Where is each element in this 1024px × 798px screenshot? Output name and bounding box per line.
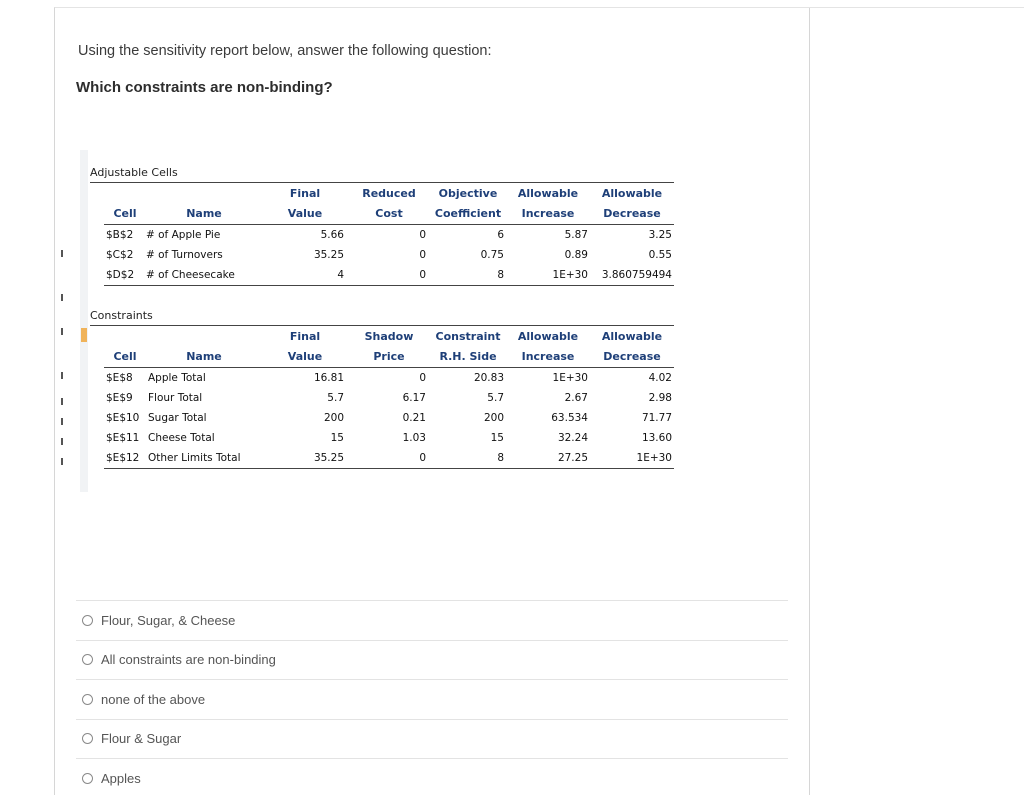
- con-row-5-name: Other Limits Total: [148, 452, 241, 464]
- adj-row-1-cell: $B$2: [106, 229, 134, 241]
- con-hdr-name: Name: [186, 350, 222, 363]
- adj-hdr-reduced-2: Cost: [375, 207, 403, 220]
- option-none-of-the-above[interactable]: [76, 679, 788, 719]
- con-row-1-final: 16.81: [313, 372, 344, 384]
- con-row-1-decrease: 4.02: [648, 372, 672, 384]
- con-row-2-shadow: 6.17: [402, 392, 426, 404]
- adj-row-2-final: 35.25: [313, 249, 344, 261]
- question-intro: Using the sensitivity report below, answer the following question:: [78, 43, 492, 59]
- con-hdr-shadow-2: Price: [373, 350, 405, 363]
- radio-icon[interactable]: [82, 615, 93, 626]
- adj-row-2-objective: 0.75: [480, 249, 504, 261]
- con-row-5-increase: 27.25: [557, 452, 588, 464]
- top-divider: [808, 7, 1024, 8]
- adj-hdr-final-1: Final: [289, 187, 321, 200]
- adj-row-2-reduced: 0: [419, 249, 426, 261]
- report-edge-ticks: [61, 250, 64, 470]
- con-row-3-rhs: 200: [483, 412, 504, 424]
- con-hdr-cell: Cell: [113, 350, 137, 363]
- con-row-1-name: Apple Total: [148, 372, 206, 384]
- adj-hdr-decrease-2: Decrease: [603, 207, 661, 220]
- con-row-2-final: 5.7: [327, 392, 344, 404]
- con-row-3-shadow: 0.21: [402, 412, 426, 424]
- adj-hdr-increase-2: Increase: [521, 207, 575, 220]
- adj-hdr-decrease-1: Allowable: [601, 187, 663, 200]
- con-row-3-increase: 63.534: [551, 412, 588, 424]
- con-row-2-rhs: 5.7: [487, 392, 504, 404]
- con-row-2-cell: $E$9: [106, 392, 133, 404]
- option-flour-sugar[interactable]: [76, 719, 788, 759]
- constraints-title: Constraints: [90, 309, 153, 322]
- adj-hdr-objective-1: Objective: [438, 187, 498, 200]
- con-hdr-rhs-1: Constraint: [435, 330, 501, 343]
- option-label: All constraints are non-binding: [101, 652, 276, 668]
- question-prompt: Which constraints are non-binding?: [76, 79, 333, 96]
- con-row-5-decrease: 1E+30: [636, 452, 672, 464]
- adjustable-bottom-rule: [104, 285, 674, 286]
- con-hdr-decrease-2: Decrease: [603, 350, 661, 363]
- con-row-3-final: 200: [323, 412, 344, 424]
- option-label: Flour & Sugar: [101, 731, 182, 747]
- con-row-5-final: 35.25: [313, 452, 344, 464]
- adj-row-1-name: # of Apple Pie: [146, 229, 221, 241]
- adj-row-2-decrease: 0.55: [648, 249, 672, 261]
- adj-row-3-reduced: 0: [419, 269, 426, 281]
- con-row-4-decrease: 13.60: [641, 432, 672, 444]
- con-row-3-name: Sugar Total: [148, 412, 207, 424]
- con-row-5-cell: $E$12: [106, 452, 140, 464]
- con-hdr-final-1: Final: [289, 330, 321, 343]
- con-row-4-cell: $E$11: [106, 432, 140, 444]
- con-row-3-cell: $E$10: [106, 412, 140, 424]
- adj-row-1-increase: 5.87: [564, 229, 588, 241]
- con-row-1-rhs: 20.83: [473, 372, 504, 384]
- adj-row-2-cell: $C$2: [106, 249, 134, 261]
- adj-row-3-objective: 8: [497, 269, 504, 281]
- adj-hdr-cell: Cell: [113, 207, 137, 220]
- con-row-5-shadow: 0: [419, 452, 426, 464]
- adj-hdr-increase-1: Allowable: [517, 187, 579, 200]
- radio-icon[interactable]: [82, 773, 93, 784]
- constraints-top-rule: [90, 325, 674, 326]
- con-row-2-name: Flour Total: [148, 392, 203, 404]
- adj-hdr-final-2: Value: [287, 207, 323, 220]
- report-gutter: [80, 150, 88, 492]
- con-row-1-increase: 1E+30: [552, 372, 588, 384]
- option-apples[interactable]: [76, 758, 788, 798]
- adj-row-1-reduced: 0: [419, 229, 426, 241]
- option-all-non-binding[interactable]: [76, 640, 788, 680]
- adj-row-3-name: # of Cheesecake: [146, 269, 235, 281]
- con-hdr-increase-2: Increase: [521, 350, 575, 363]
- con-hdr-decrease-1: Allowable: [601, 330, 663, 343]
- con-row-4-shadow: 1.03: [402, 432, 426, 444]
- option-label: Apples: [101, 770, 141, 786]
- adj-row-3-decrease: 3.860759494: [601, 269, 672, 281]
- con-hdr-rhs-2: R.H. Side: [439, 350, 497, 363]
- con-row-2-increase: 2.67: [564, 392, 588, 404]
- radio-icon[interactable]: [82, 694, 93, 705]
- radio-icon[interactable]: [82, 733, 93, 744]
- con-row-4-name: Cheese Total: [148, 432, 215, 444]
- adj-row-3-final: 4: [337, 269, 344, 281]
- con-row-4-final: 15: [330, 432, 344, 444]
- answer-options: [76, 600, 788, 798]
- con-row-5-rhs: 8: [497, 452, 504, 464]
- con-row-4-rhs: 15: [490, 432, 504, 444]
- con-row-4-increase: 32.24: [557, 432, 588, 444]
- radio-icon[interactable]: [82, 654, 93, 665]
- adj-hdr-objective-2: Coefficient: [434, 207, 502, 220]
- adj-row-1-final: 5.66: [320, 229, 344, 241]
- option-label: none of the above: [101, 691, 206, 707]
- adj-row-2-increase: 0.89: [564, 249, 588, 261]
- sensitivity-report: [80, 150, 680, 492]
- con-hdr-final-2: Value: [287, 350, 323, 363]
- con-hdr-shadow-1: Shadow: [364, 330, 414, 343]
- adj-row-3-cell: $D$2: [106, 269, 135, 281]
- option-label: Flour, Sugar, & Cheese: [101, 612, 236, 628]
- con-row-3-decrease: 71.77: [641, 412, 672, 424]
- adj-hdr-reduced-1: Reduced: [362, 187, 416, 200]
- con-row-1-shadow: 0: [419, 372, 426, 384]
- adjustable-cells-title: Adjustable Cells: [90, 166, 178, 179]
- adjustable-top-rule: [90, 182, 674, 183]
- gutter-marker: [81, 328, 87, 342]
- con-row-2-decrease: 2.98: [648, 392, 672, 404]
- option-flour-sugar-cheese[interactable]: [76, 600, 788, 640]
- adj-hdr-name: Name: [186, 207, 222, 220]
- adj-row-2-name: # of Turnovers: [146, 249, 223, 261]
- con-hdr-increase-1: Allowable: [517, 330, 579, 343]
- constraints-bottom-rule: [104, 468, 674, 469]
- adj-row-1-decrease: 3.25: [648, 229, 672, 241]
- con-row-1-cell: $E$8: [106, 372, 133, 384]
- adj-row-3-increase: 1E+30: [552, 269, 588, 281]
- adj-row-1-objective: 6: [497, 229, 504, 241]
